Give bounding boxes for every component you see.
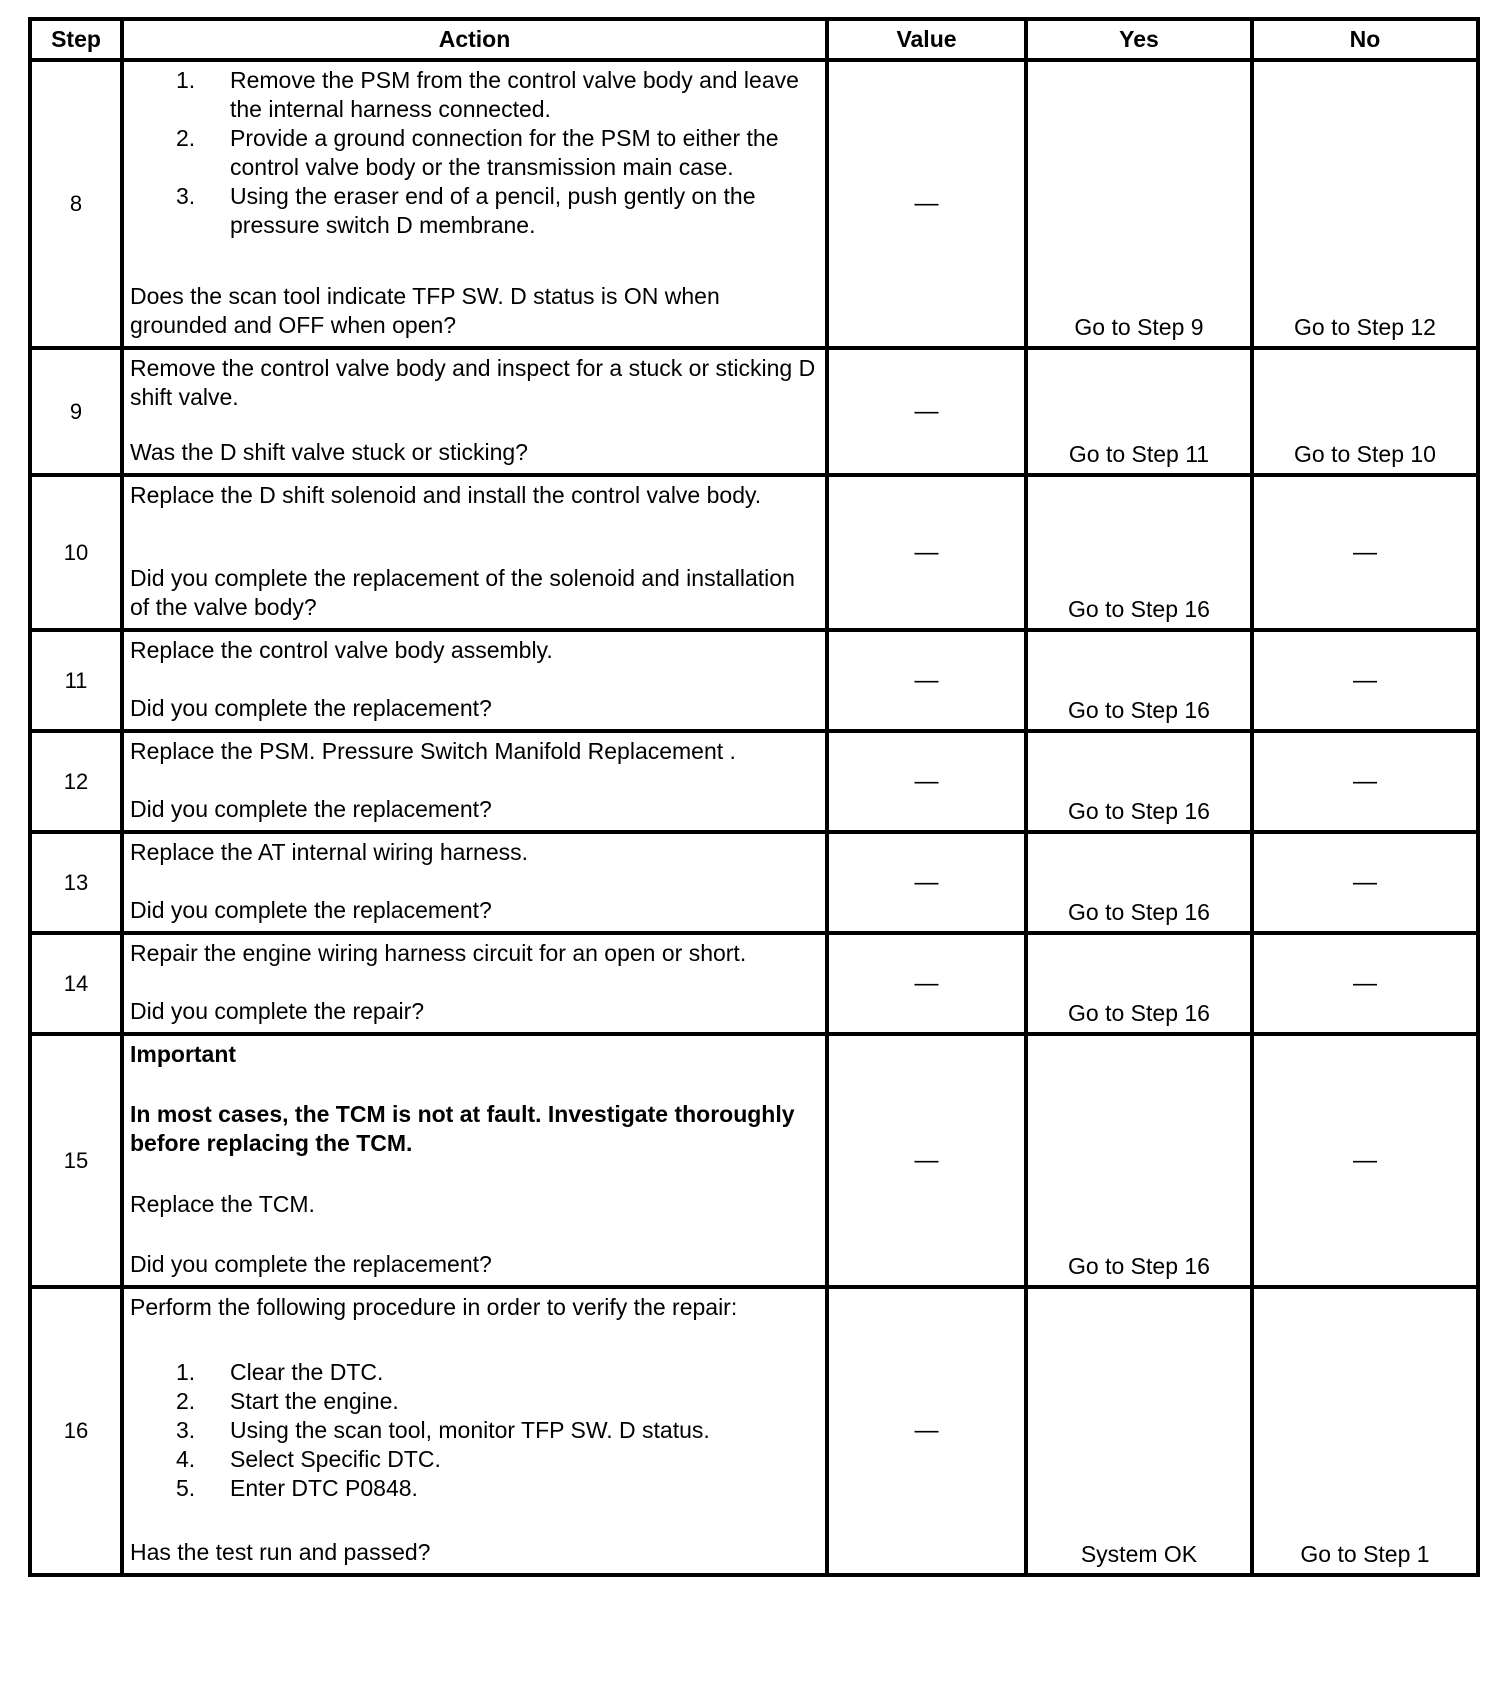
- header-value: Value: [827, 19, 1026, 60]
- procedure-list: [130, 1358, 819, 1503]
- no-cell: [1252, 832, 1478, 933]
- no-result: —: [1353, 868, 1377, 896]
- yes-cell: [1026, 630, 1252, 731]
- list-item: 2. Provide a ground connection for the PSM to either the control valve body or the transmission main case.: [176, 125, 779, 180]
- yes-result: Go to Step 16: [1068, 798, 1210, 824]
- action-cell: [122, 731, 827, 832]
- value-cell: —: [827, 630, 1026, 731]
- table-row: [30, 60, 1478, 348]
- no-result: —: [1353, 969, 1377, 997]
- question-text: Does the scan tool indicate TFP SW. D status is ON when grounded and OFF when open?: [130, 283, 720, 338]
- diagnostic-table: [28, 17, 1480, 1577]
- no-result: Go to Step 1: [1300, 1541, 1430, 1567]
- yes-result: Go to Step 16: [1068, 1253, 1210, 1279]
- important-text: In most cases, the TCM is not at fault. Investigate thoroughly before replacing the TCM.: [130, 1101, 795, 1157]
- header-step: Step: [30, 19, 122, 60]
- important-title: Important: [130, 1041, 237, 1067]
- yes-result: System OK: [1080, 1541, 1198, 1567]
- action-cell: [122, 348, 827, 475]
- header-no: No: [1252, 19, 1478, 60]
- question-text: Did you complete the replacement of the solenoid and installation of the valve body?: [130, 565, 795, 620]
- yes-cell: [1026, 933, 1252, 1034]
- table-row: [30, 731, 1478, 832]
- action-text: Repair the engine wiring harness circuit for an open or short.: [130, 940, 747, 966]
- no-result: —: [1353, 767, 1377, 795]
- no-cell: [1252, 60, 1478, 348]
- list-item: 1. Remove the PSM from the control valve body and leave the internal harness connected.: [176, 67, 799, 122]
- yes-cell: [1026, 731, 1252, 832]
- action-intro: Perform the following procedure in order to verify the repair:: [130, 1294, 738, 1320]
- no-cell: [1252, 475, 1478, 630]
- action-text: Replace the control valve body assembly.: [130, 637, 553, 663]
- yes-result: Go to Step 16: [1068, 1000, 1210, 1026]
- list-item: 5. Enter DTC P0848.: [176, 1474, 418, 1501]
- list-item: 1. Clear the DTC.: [176, 1358, 384, 1385]
- value-cell: —: [827, 1034, 1026, 1287]
- value-cell: —: [827, 933, 1026, 1034]
- step-number: 9: [30, 348, 122, 475]
- yes-cell: [1026, 348, 1252, 475]
- action-text: Replace the AT internal wiring harness.: [130, 839, 529, 865]
- step-number: 8: [30, 60, 122, 348]
- list-item: 3. Using the scan tool, monitor TFP SW. D status.: [176, 1416, 710, 1443]
- procedure-list: [130, 66, 819, 240]
- yes-result: Go to Step 16: [1068, 899, 1210, 925]
- action-text: Replace the PSM. Pressure Switch Manifold Replacement .: [130, 738, 736, 764]
- question-text: Did you complete the replacement?: [130, 897, 492, 923]
- no-result: —: [1353, 538, 1377, 566]
- yes-result: Go to Step 11: [1068, 441, 1210, 467]
- question-text: Did you complete the repair?: [130, 998, 425, 1024]
- action-cell: [122, 1034, 827, 1287]
- yes-cell: [1026, 60, 1252, 348]
- no-cell: [1252, 1287, 1478, 1575]
- action-cell: [122, 60, 827, 348]
- action-text: Replace the TCM.: [130, 1190, 315, 1217]
- table-row: [30, 630, 1478, 731]
- yes-cell: [1026, 832, 1252, 933]
- yes-cell: [1026, 475, 1252, 630]
- question-text: Did you complete the replacement?: [130, 796, 492, 822]
- action-text: Remove the control valve body and inspect for a stuck or sticking D shift valve.: [130, 355, 816, 410]
- yes-cell: [1026, 1034, 1252, 1287]
- action-cell: [122, 1287, 827, 1575]
- step-number: 16: [30, 1287, 122, 1575]
- table-row: [30, 475, 1478, 630]
- no-cell: [1252, 1034, 1478, 1287]
- step-number: 11: [30, 630, 122, 731]
- value-cell: —: [827, 348, 1026, 475]
- step-number: 15: [30, 1034, 122, 1287]
- action-cell: [122, 832, 827, 933]
- table-row: [30, 933, 1478, 1034]
- value-cell: —: [827, 475, 1026, 630]
- value-cell: —: [827, 1287, 1026, 1575]
- value-cell: —: [827, 60, 1026, 348]
- list-item: 3. Using the eraser end of a pencil, push gently on the pressure switch D membrane.: [176, 183, 756, 238]
- no-result: —: [1353, 1146, 1377, 1174]
- header-action: Action: [122, 19, 827, 60]
- action-cell: [122, 933, 827, 1034]
- header-yes: Yes: [1026, 19, 1252, 60]
- step-number: 12: [30, 731, 122, 832]
- table-row: [30, 1034, 1478, 1287]
- no-cell: [1252, 348, 1478, 475]
- action-cell: [122, 475, 827, 630]
- step-number: 14: [30, 933, 122, 1034]
- question-text: Did you complete the replacement?: [130, 695, 492, 721]
- no-result: —: [1353, 666, 1377, 694]
- question-text: Has the test run and passed?: [130, 1539, 431, 1565]
- yes-result: Go to Step 9: [1074, 314, 1204, 340]
- value-cell: —: [827, 832, 1026, 933]
- question-text: Did you complete the replacement?: [130, 1250, 492, 1277]
- no-result: Go to Step 10: [1294, 441, 1436, 467]
- yes-result: Go to Step 16: [1068, 596, 1210, 622]
- list-item: 2. Start the engine.: [176, 1387, 399, 1414]
- step-number: 13: [30, 832, 122, 933]
- table-row: [30, 832, 1478, 933]
- no-cell: [1252, 933, 1478, 1034]
- table-row: [30, 348, 1478, 475]
- step-number: 10: [30, 475, 122, 630]
- yes-cell: [1026, 1287, 1252, 1575]
- no-result: Go to Step 12: [1294, 314, 1436, 340]
- question-text: Was the D shift valve stuck or sticking?: [130, 439, 528, 465]
- no-cell: [1252, 630, 1478, 731]
- table-row: [30, 1287, 1478, 1575]
- action-cell: [122, 630, 827, 731]
- header-row: [30, 19, 1478, 60]
- list-item: 4. Select Specific DTC.: [176, 1445, 441, 1472]
- action-text: Replace the D shift solenoid and install the control valve body.: [130, 482, 762, 508]
- yes-result: Go to Step 16: [1068, 697, 1210, 723]
- value-cell: —: [827, 731, 1026, 832]
- no-cell: [1252, 731, 1478, 832]
